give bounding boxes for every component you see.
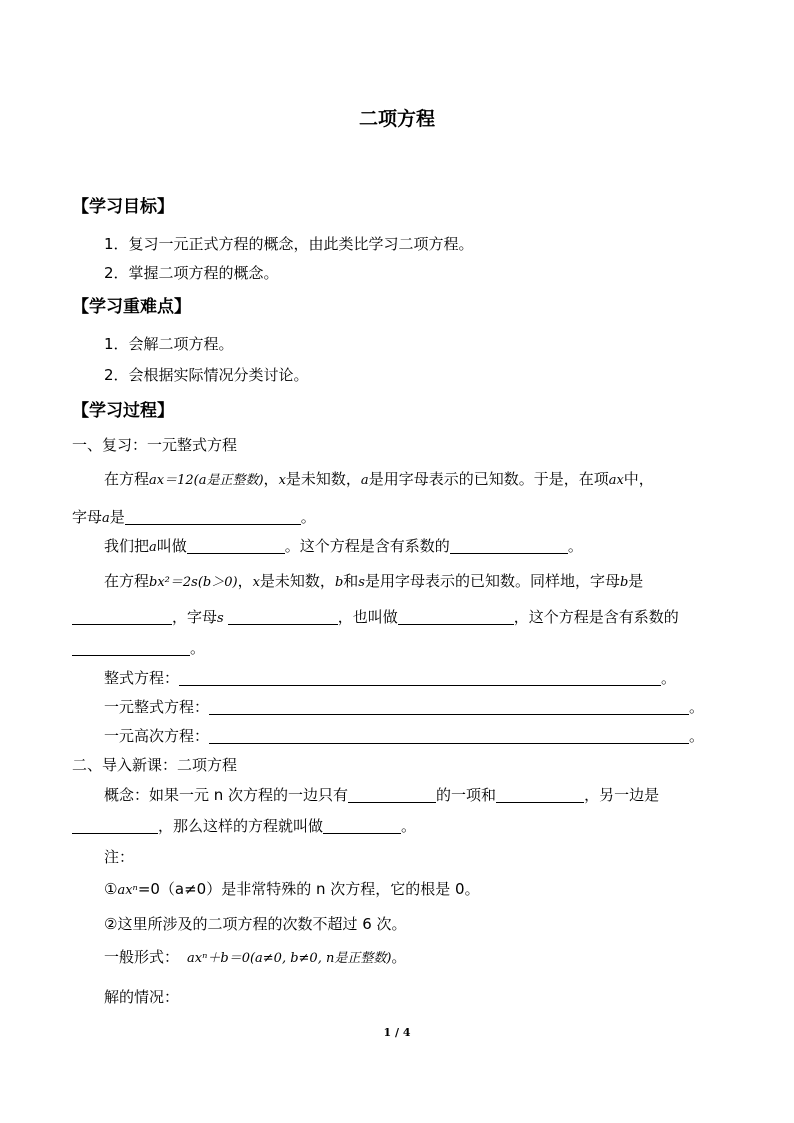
text: ， <box>263 470 279 488</box>
fill-blank[interactable] <box>450 539 568 554</box>
fill-blank[interactable] <box>209 729 689 744</box>
var-a: a <box>149 540 157 555</box>
fill-blank[interactable] <box>323 819 401 834</box>
var-s: s <box>358 575 365 590</box>
concept-line-2 <box>72 815 416 836</box>
text: 。 <box>300 508 316 526</box>
concept-line-1 <box>104 784 659 805</box>
text: 字母 <box>72 508 103 526</box>
var-s: s <box>217 611 224 626</box>
heading-key-points: 【学习重难点】 <box>72 297 191 317</box>
fill-blank[interactable] <box>72 641 190 656</box>
text: 。 <box>401 817 417 835</box>
text: 叫做 <box>156 537 187 555</box>
definition-higher-degree-equation <box>104 725 704 746</box>
text: ，那么这样的方程就叫做 <box>158 817 324 835</box>
var-b: b <box>619 575 629 590</box>
fill-blank[interactable] <box>496 788 584 803</box>
part1-paragraph-4 <box>104 570 643 591</box>
fill-blank[interactable] <box>228 610 338 625</box>
equation-bx2-2s: bx²＝2s(b＞0) <box>149 575 238 590</box>
goal-item-1: 1．复习一元正式方程的概念，由此类比学习二项方程。 <box>104 235 474 253</box>
text: 。 <box>689 698 705 716</box>
part1-paragraph-3 <box>104 535 583 556</box>
text: ，也叫做 <box>337 608 398 626</box>
fill-blank[interactable] <box>348 788 436 803</box>
fill-blank[interactable] <box>209 700 689 715</box>
var-x: x <box>278 473 286 488</box>
fill-blank[interactable] <box>125 510 301 525</box>
var-a: a <box>360 473 369 488</box>
fill-blank[interactable] <box>187 539 285 554</box>
equation-ax-12: ax＝12(a是正整数) <box>149 473 264 488</box>
text: 一元整式方程： <box>104 698 210 716</box>
text: 是用字母表示的已知数。同样地，字母 <box>364 572 620 590</box>
key-point-1: 1．会解二项方程。 <box>104 335 234 353</box>
definition-polynomial-equation <box>104 667 676 688</box>
text: 。 <box>567 537 583 555</box>
text: 和 <box>343 572 359 590</box>
key-point-2: 2．会根据实际情况分类讨论。 <box>104 366 309 384</box>
fill-blank[interactable] <box>72 610 172 625</box>
fill-blank[interactable] <box>179 671 661 686</box>
text: 在方程 <box>104 572 150 590</box>
term-ax: ax <box>608 473 624 488</box>
part2-heading: 二、导入新课：二项方程 <box>72 756 238 774</box>
text: ，另一边是 <box>584 786 660 804</box>
text: 是 <box>109 508 125 526</box>
fill-blank[interactable] <box>398 610 514 625</box>
part1-paragraph-6 <box>72 637 205 658</box>
heading-learning-process: 【学习过程】 <box>72 401 174 421</box>
page-title: 二项方程 <box>358 108 435 130</box>
text: 的一项和 <box>436 786 497 804</box>
part1-paragraph-5 <box>72 606 679 627</box>
part1-paragraph-2 <box>72 506 316 527</box>
text: 。 <box>661 669 677 687</box>
solution-cases: 解的情况： <box>104 988 180 1006</box>
text: ① <box>104 880 118 898</box>
var-a: a <box>102 511 110 526</box>
page-number: 1 / 4 <box>383 1026 411 1039</box>
note-1 <box>104 878 480 899</box>
text: 我们把 <box>104 537 150 555</box>
goal-item-2: 2．掌握二项方程的概念。 <box>104 264 279 282</box>
text: 一元高次方程： <box>104 727 210 745</box>
heading-learning-goals: 【学习目标】 <box>72 197 174 217</box>
text: =0（a≠0）是非常特殊的 n 次方程，它的根是 0。 <box>137 880 480 898</box>
var-x: x <box>252 575 260 590</box>
text: 。 <box>391 948 407 966</box>
general-form <box>104 946 406 967</box>
text: 中， <box>623 470 654 488</box>
text: ，字母 <box>172 608 218 626</box>
text: 是 <box>628 572 644 590</box>
definition-one-variable-equation <box>104 696 704 717</box>
text: 是未知数， <box>285 470 361 488</box>
text: 。 <box>689 727 705 745</box>
text: 。这个方程是含有系数的 <box>284 537 450 555</box>
fill-blank[interactable] <box>72 819 158 834</box>
term-axn: axⁿ <box>117 883 138 898</box>
text: ， <box>237 572 253 590</box>
part1-paragraph-1 <box>104 468 654 489</box>
text: 一般形式： <box>104 948 180 966</box>
text: ，这个方程是含有系数的 <box>513 608 679 626</box>
note-label: 注： <box>104 848 135 866</box>
text: 是用字母表示的已知数。于是，在项 <box>368 470 609 488</box>
text: 是未知数， <box>259 572 335 590</box>
part1-heading: 一、复习：一元整式方程 <box>72 436 238 454</box>
general-form-equation: axⁿ＋b＝0(a≠0, b≠0, n是正整数) <box>187 951 392 966</box>
text: 整式方程： <box>104 669 180 687</box>
note-2: ②这里所涉及的二项方程的次数不超过 6 次。 <box>104 915 407 933</box>
text: 在方程 <box>104 470 150 488</box>
text: 概念：如果一元 n 次方程的一边只有 <box>104 786 349 804</box>
var-b: b <box>334 575 344 590</box>
text: 。 <box>190 639 206 657</box>
